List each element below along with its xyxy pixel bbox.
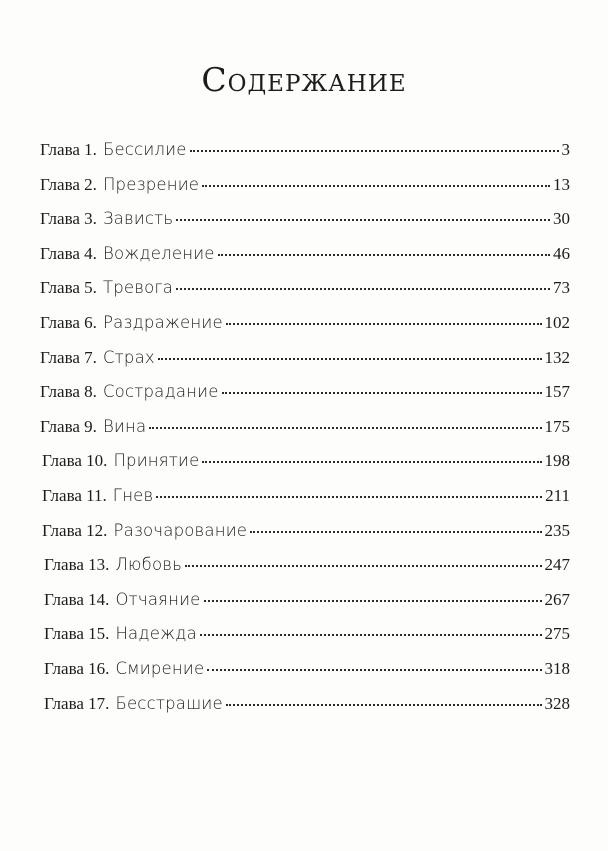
chapter-number: Глава 15. [44, 624, 110, 644]
chapter-title: Бессилие [102, 140, 187, 159]
page-number: 275 [544, 624, 570, 644]
toc-entry [40, 278, 570, 313]
chapter-number: Глава 4. [40, 243, 97, 263]
toc-entry [40, 451, 570, 486]
chapter-title: Надежда [115, 624, 197, 644]
chapter-number: Глава 14. [44, 589, 110, 609]
chapter-title: Вина [102, 416, 147, 436]
dot-leader [200, 634, 542, 636]
page-number: 328 [544, 693, 570, 713]
chapter-title: Смирение [115, 658, 205, 678]
toc-entry [40, 521, 570, 556]
page-number: 157 [544, 382, 570, 402]
toc-entry [40, 348, 570, 383]
chapter-title: Вожделение [102, 243, 215, 263]
chapter-number: Глава 17. [44, 693, 110, 713]
page-title: Содержание [201, 60, 407, 100]
dot-leader [156, 496, 542, 498]
chapter-number: Глава 11. [42, 485, 107, 505]
chapter-title: Раздражение [102, 312, 223, 332]
chapter-number: Глава 6. [40, 312, 97, 332]
dot-leader [158, 358, 542, 360]
dot-leader [176, 288, 550, 290]
dot-leader [190, 150, 559, 152]
page-number: 46 [553, 243, 570, 263]
table-of-contents [40, 140, 570, 728]
page-number: 73 [553, 278, 570, 298]
page-number: 267 [544, 589, 570, 609]
toc-entry [40, 382, 570, 417]
toc-entry [40, 555, 570, 590]
toc-entry [40, 659, 570, 694]
page-number: 235 [544, 520, 570, 540]
dot-leader [226, 323, 542, 325]
toc-entry [40, 209, 570, 244]
toc-entry [40, 486, 570, 521]
toc-entry [40, 313, 570, 348]
toc-entry [40, 417, 570, 452]
dot-leader [218, 254, 550, 256]
dot-leader [202, 185, 550, 187]
chapter-title: Любовь [115, 555, 183, 575]
dot-leader [202, 461, 541, 463]
chapter-number: Глава 7. [40, 347, 97, 367]
page-number: 198 [544, 451, 570, 471]
page-number: 102 [544, 312, 570, 332]
chapter-number: Глава 13. [44, 555, 110, 575]
dot-leader [226, 704, 542, 706]
toc-entry [40, 624, 570, 659]
chapter-title: Зависть [102, 209, 174, 229]
dot-leader [204, 600, 542, 602]
chapter-number: Глава 10. [42, 451, 108, 471]
chapter-title: Презрение [102, 174, 200, 194]
dot-leader [222, 392, 542, 394]
dot-leader [149, 427, 541, 429]
chapter-title: Разочарование [113, 520, 248, 540]
chapter-number: Глава 2. [40, 174, 97, 194]
chapter-title: Принятие [113, 451, 200, 471]
chapter-number: Глава 3. [40, 209, 97, 229]
page-number: 13 [553, 174, 570, 194]
chapter-number: Глава 1. [40, 140, 97, 159]
dot-leader [207, 669, 541, 671]
page-number: 318 [544, 658, 570, 678]
toc-entry [40, 140, 570, 175]
toc-entry [40, 590, 570, 625]
page-number: 247 [544, 555, 570, 575]
page-number: 132 [544, 347, 570, 367]
toc-entry [40, 175, 570, 210]
dot-leader [250, 531, 541, 533]
chapter-title: Бесстрашие [115, 693, 223, 713]
chapter-title: Сострадание [102, 382, 219, 402]
chapter-title: Отчаяние [115, 589, 201, 609]
chapter-title: Страх [102, 347, 155, 367]
chapter-number: Глава 9. [40, 416, 97, 436]
chapter-number: Глава 16. [44, 658, 110, 678]
dot-leader [176, 219, 550, 221]
page-number: 30 [553, 209, 570, 229]
page-number: 3 [561, 140, 570, 159]
chapter-title: Гнев [112, 485, 154, 505]
chapter-number: Глава 5. [40, 278, 97, 298]
chapter-number: Глава 8. [40, 382, 97, 402]
toc-entry [40, 694, 570, 729]
dot-leader [185, 565, 541, 567]
page-number: 175 [544, 416, 570, 436]
page-number: 211 [545, 485, 570, 505]
chapter-number: Глава 12. [42, 520, 108, 540]
toc-entry [40, 244, 570, 279]
chapter-title: Тревога [102, 278, 174, 298]
